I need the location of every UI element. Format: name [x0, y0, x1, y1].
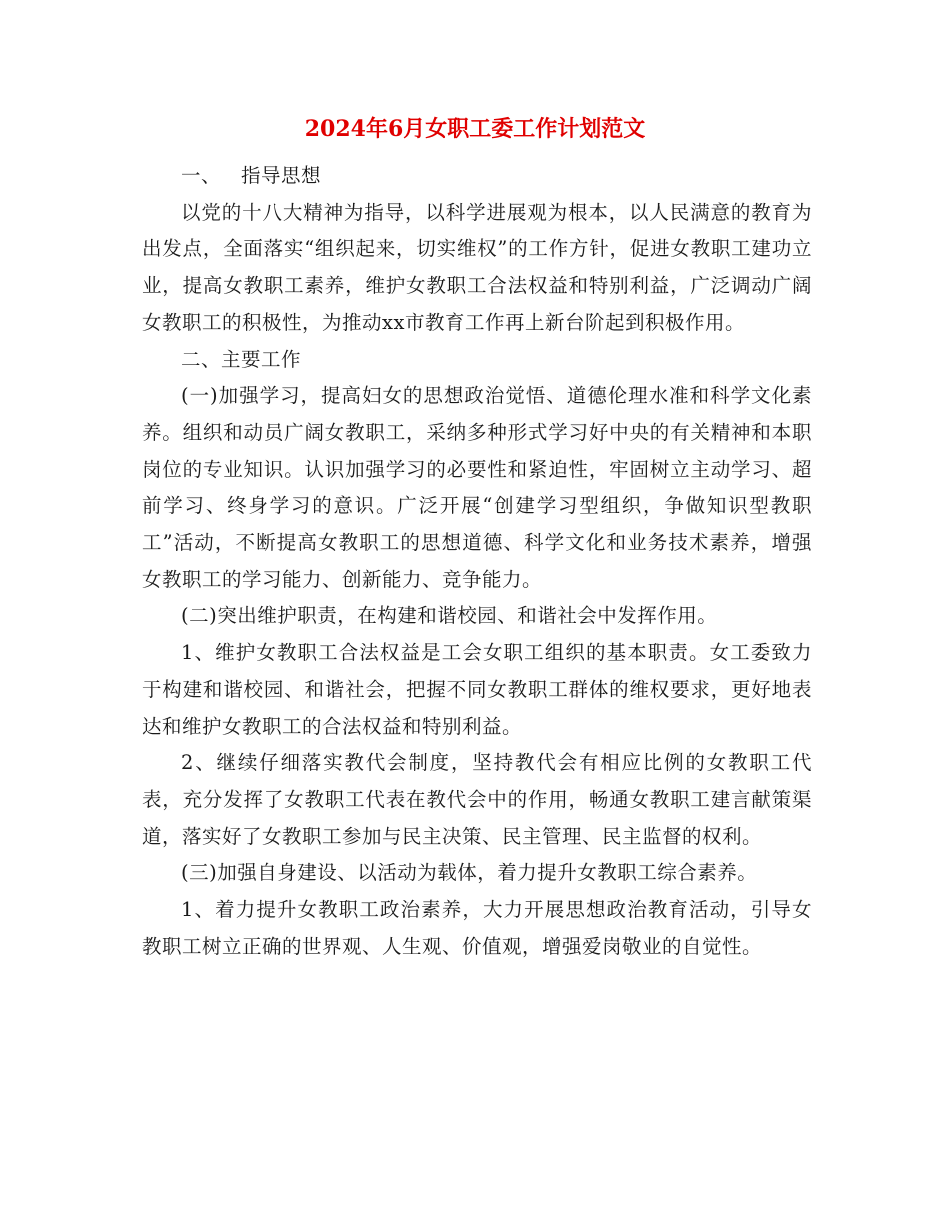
document-body	[142, 158, 812, 965]
paragraph-guiding-ideology: 以党的十八大精神为指导，以科学进展观为根本，以人民满意的教育为出发点，全面落实“组织起来，切实维权”的工作方针，促进女教职工建功立业，提高女教职工素养，维护女教职工合法权益和特别利益，广泛调动广阔女教职工的积极性，为推动xx市教育工作再上新台阶起到积极作用。	[142, 200, 812, 334]
paragraph-item-2-point-1: 1、维护女教职工合法权益是工会女职工组织的基本职责。女工委致力于构建和谐校园、和谐社会，把握不同女教职工群体的维权要求，更好地表达和维护女教职工的合法权益和特别利益。	[142, 641, 812, 738]
paragraph-item-2-rights: (二)突出维护职责，在构建和谐校园、和谐社会中发挥作用。	[181, 604, 718, 628]
paragraph-item-3-point-1: 1、着力提升女教职工政治素养，大力开展思想政治教育活动，引导女教职工树立正确的世界观、人生观、价值观，增强爱岗敬业的自觉性。	[142, 898, 812, 958]
section-number: 一、	[181, 164, 222, 187]
document-title: 2024年6月女职工委工作计划范文	[304, 116, 646, 142]
paragraph-item-2-point-2: 2、继续仔细落实教代会制度，坚持教代会有相应比例的女教职工代表，充分发挥了女教职工代表在教代会中的作用，畅通女教职工建言献策渠道，落实好了女教职工参加与民主决策、民主管理、民主监督的权利。	[142, 751, 812, 848]
section-title: 指导思想	[241, 164, 322, 187]
section-heading-main-work: 二、主要工作	[181, 347, 302, 371]
section-heading-guiding-ideology	[142, 158, 812, 195]
paragraph-item-3-self-building: (三)加强自身建设、以活动为载体，着力提升女教职工综合素养。	[181, 861, 758, 885]
paragraph-item-1-study: (一)加强学习，提高妇女的思想政治觉悟、道德伦理水准和科学文化素养。组织和动员广阔女教职工，采纳多种形式学习好中央的有关精神和本职岗位的专业知识。认识加强学习的必要性和紧迫性，牢固树立主动学习、超前学习、终身学习的意识。广泛开展“创建学习型组织，争做知识型教职工”活动，不断提高女教职工的思想道德、科学文化和业务技术素养，增强女教职工的学习能力、创新能力、竞争能力。	[142, 384, 812, 591]
